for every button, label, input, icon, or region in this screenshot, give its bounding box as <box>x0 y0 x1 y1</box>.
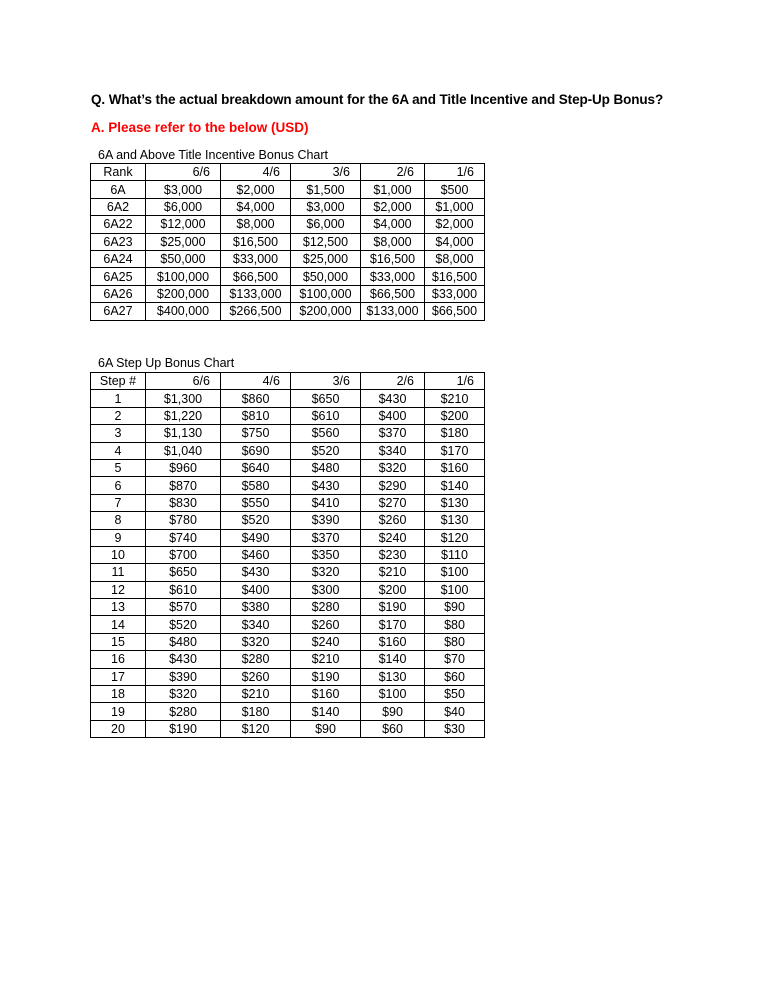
table-row <box>91 268 485 285</box>
row-label-cell: 6A27 <box>91 303 146 320</box>
value-cell: $380 <box>221 599 291 616</box>
header-row <box>91 164 485 181</box>
value-cell: $430 <box>291 477 361 494</box>
value-cell: $210 <box>221 686 291 703</box>
value-cell: $350 <box>291 546 361 563</box>
value-cell: $480 <box>146 633 221 650</box>
answer-text: A. Please refer to the below (USD) <box>91 120 309 135</box>
value-cell: $280 <box>146 703 221 720</box>
value-cell: $130 <box>425 494 485 511</box>
value-cell: $33,000 <box>221 250 291 267</box>
value-cell: $960 <box>146 459 221 476</box>
value-cell: $140 <box>425 477 485 494</box>
value-cell: $60 <box>361 720 425 737</box>
value-cell: $170 <box>361 616 425 633</box>
value-cell: $25,000 <box>291 250 361 267</box>
row-label-cell: 13 <box>91 599 146 616</box>
table-row <box>91 564 485 581</box>
row-label-cell: 11 <box>91 564 146 581</box>
value-cell: $140 <box>291 703 361 720</box>
table-row <box>91 216 485 233</box>
value-cell: $33,000 <box>425 285 485 302</box>
table-row <box>91 529 485 546</box>
table-row <box>91 390 485 407</box>
value-cell: $33,000 <box>361 268 425 285</box>
value-cell: $100,000 <box>291 285 361 302</box>
value-cell: $430 <box>361 390 425 407</box>
value-cell: $520 <box>221 512 291 529</box>
value-cell: $16,500 <box>221 233 291 250</box>
value-cell: $280 <box>291 599 361 616</box>
value-cell: $160 <box>425 459 485 476</box>
value-cell: $4,000 <box>425 233 485 250</box>
value-cell: $170 <box>425 442 485 459</box>
value-cell: $390 <box>146 668 221 685</box>
value-cell: $8,000 <box>221 216 291 233</box>
value-cell: $12,500 <box>291 233 361 250</box>
value-cell: $200,000 <box>291 303 361 320</box>
value-cell: $133,000 <box>221 285 291 302</box>
value-cell: $1,220 <box>146 407 221 424</box>
value-cell: $100 <box>425 564 485 581</box>
row-label-cell: 20 <box>91 720 146 737</box>
value-cell: $320 <box>361 459 425 476</box>
value-cell: $100 <box>425 581 485 598</box>
value-cell: $780 <box>146 512 221 529</box>
value-cell: $610 <box>291 407 361 424</box>
value-cell: $210 <box>361 564 425 581</box>
row-label-cell: 9 <box>91 529 146 546</box>
row-label-cell: 10 <box>91 546 146 563</box>
value-cell: $210 <box>291 651 361 668</box>
value-cell: $1,000 <box>425 198 485 215</box>
value-cell: $240 <box>291 633 361 650</box>
value-cell: $460 <box>221 546 291 563</box>
value-cell: $160 <box>291 686 361 703</box>
column-header: 3/6 <box>291 373 361 390</box>
value-cell: $2,000 <box>221 181 291 198</box>
row-label-cell: 8 <box>91 512 146 529</box>
step-up-caption: 6A Step Up Bonus Chart <box>98 356 235 370</box>
value-cell: $4,000 <box>361 216 425 233</box>
value-cell: $1,300 <box>146 390 221 407</box>
value-cell: $140 <box>361 651 425 668</box>
value-cell: $2,000 <box>361 198 425 215</box>
column-header: 4/6 <box>221 373 291 390</box>
value-cell: $12,000 <box>146 216 221 233</box>
table-row <box>91 512 485 529</box>
value-cell: $480 <box>291 459 361 476</box>
value-cell: $30 <box>425 720 485 737</box>
column-header: 1/6 <box>425 373 485 390</box>
column-header: 6/6 <box>146 373 221 390</box>
value-cell: $280 <box>221 651 291 668</box>
value-cell: $80 <box>425 633 485 650</box>
value-cell: $500 <box>425 181 485 198</box>
value-cell: $190 <box>291 668 361 685</box>
value-cell: $4,000 <box>221 198 291 215</box>
row-label-cell: 16 <box>91 651 146 668</box>
row-label-cell: 18 <box>91 686 146 703</box>
value-cell: $200 <box>425 407 485 424</box>
value-cell: $410 <box>291 494 361 511</box>
value-cell: $2,000 <box>425 216 485 233</box>
value-cell: $400 <box>361 407 425 424</box>
value-cell: $870 <box>146 477 221 494</box>
value-cell: $120 <box>425 529 485 546</box>
value-cell: $320 <box>221 633 291 650</box>
value-cell: $60 <box>425 668 485 685</box>
table-row <box>91 250 485 267</box>
value-cell: $180 <box>221 703 291 720</box>
value-cell: $240 <box>361 529 425 546</box>
value-cell: $133,000 <box>361 303 425 320</box>
value-cell: $266,500 <box>221 303 291 320</box>
table-row <box>91 546 485 563</box>
table-row <box>91 285 485 302</box>
value-cell: $130 <box>425 512 485 529</box>
table-row <box>91 303 485 320</box>
value-cell: $80 <box>425 616 485 633</box>
value-cell: $90 <box>425 599 485 616</box>
value-cell: $50 <box>425 686 485 703</box>
value-cell: $520 <box>291 442 361 459</box>
table-row <box>91 668 485 685</box>
table-row <box>91 651 485 668</box>
value-cell: $650 <box>291 390 361 407</box>
value-cell: $810 <box>221 407 291 424</box>
row-label-cell: 5 <box>91 459 146 476</box>
table-row <box>91 477 485 494</box>
value-cell: $1,130 <box>146 425 221 442</box>
column-header: 4/6 <box>221 164 291 181</box>
value-cell: $50,000 <box>146 250 221 267</box>
value-cell: $70 <box>425 651 485 668</box>
value-cell: $700 <box>146 546 221 563</box>
value-cell: $750 <box>221 425 291 442</box>
column-header: 6/6 <box>146 164 221 181</box>
value-cell: $860 <box>221 390 291 407</box>
value-cell: $610 <box>146 581 221 598</box>
row-label-cell: 6A22 <box>91 216 146 233</box>
row-label-cell: 14 <box>91 616 146 633</box>
value-cell: $25,000 <box>146 233 221 250</box>
value-cell: $560 <box>291 425 361 442</box>
value-cell: $490 <box>221 529 291 546</box>
value-cell: $690 <box>221 442 291 459</box>
table-row <box>91 442 485 459</box>
value-cell: $3,000 <box>146 181 221 198</box>
row-label-cell: 1 <box>91 390 146 407</box>
value-cell: $120 <box>221 720 291 737</box>
row-label-cell: 7 <box>91 494 146 511</box>
value-cell: $340 <box>221 616 291 633</box>
title-incentive-caption: 6A and Above Title Incentive Bonus Chart <box>98 148 329 162</box>
value-cell: $40 <box>425 703 485 720</box>
value-cell: $300 <box>291 581 361 598</box>
value-cell: $8,000 <box>361 233 425 250</box>
value-cell: $400 <box>221 581 291 598</box>
value-cell: $66,500 <box>221 268 291 285</box>
header-row <box>91 373 485 390</box>
title-incentive-table <box>90 163 485 321</box>
table-row <box>91 720 485 737</box>
value-cell: $320 <box>291 564 361 581</box>
column-header: 2/6 <box>361 373 425 390</box>
value-cell: $230 <box>361 546 425 563</box>
value-cell: $190 <box>146 720 221 737</box>
column-header: 1/6 <box>425 164 485 181</box>
row-label-cell: 15 <box>91 633 146 650</box>
row-label-cell: 3 <box>91 425 146 442</box>
value-cell: $340 <box>361 442 425 459</box>
value-cell: $520 <box>146 616 221 633</box>
value-cell: $1,000 <box>361 181 425 198</box>
row-label-cell: 4 <box>91 442 146 459</box>
table-row <box>91 459 485 476</box>
value-cell: $260 <box>291 616 361 633</box>
table-row <box>91 425 485 442</box>
row-label-cell: 19 <box>91 703 146 720</box>
table-row <box>91 198 485 215</box>
value-cell: $400,000 <box>146 303 221 320</box>
question-text: Q. What’s the actual breakdown amount for the 6A and Title Incentive and Step-Up Bonus? <box>91 92 664 107</box>
row-label-cell: 6A25 <box>91 268 146 285</box>
value-cell: $430 <box>221 564 291 581</box>
value-cell: $370 <box>361 425 425 442</box>
value-cell: $390 <box>291 512 361 529</box>
value-cell: $6,000 <box>291 216 361 233</box>
value-cell: $1,040 <box>146 442 221 459</box>
row-label-cell: 6A <box>91 181 146 198</box>
column-header: 2/6 <box>361 164 425 181</box>
row-label-cell: 6A2 <box>91 198 146 215</box>
value-cell: $640 <box>221 459 291 476</box>
value-cell: $180 <box>425 425 485 442</box>
value-cell: $270 <box>361 494 425 511</box>
table-row <box>91 233 485 250</box>
value-cell: $1,500 <box>291 181 361 198</box>
table-row <box>91 703 485 720</box>
table-row <box>91 633 485 650</box>
value-cell: $16,500 <box>425 268 485 285</box>
step-up-table <box>90 372 485 738</box>
value-cell: $100 <box>361 686 425 703</box>
value-cell: $66,500 <box>425 303 485 320</box>
table-row <box>91 407 485 424</box>
table-row <box>91 181 485 198</box>
value-cell: $210 <box>425 390 485 407</box>
value-cell: $200,000 <box>146 285 221 302</box>
row-label-cell: 6 <box>91 477 146 494</box>
table-row <box>91 616 485 633</box>
value-cell: $200 <box>361 581 425 598</box>
value-cell: $260 <box>361 512 425 529</box>
value-cell: $90 <box>361 703 425 720</box>
row-label-cell: 17 <box>91 668 146 685</box>
row-label-cell: 6A23 <box>91 233 146 250</box>
value-cell: $90 <box>291 720 361 737</box>
row-label-cell: 6A24 <box>91 250 146 267</box>
row-label-cell: 2 <box>91 407 146 424</box>
value-cell: $320 <box>146 686 221 703</box>
value-cell: $16,500 <box>361 250 425 267</box>
value-cell: $550 <box>221 494 291 511</box>
value-cell: $100,000 <box>146 268 221 285</box>
value-cell: $430 <box>146 651 221 668</box>
value-cell: $3,000 <box>291 198 361 215</box>
value-cell: $830 <box>146 494 221 511</box>
table-row <box>91 599 485 616</box>
value-cell: $370 <box>291 529 361 546</box>
value-cell: $160 <box>361 633 425 650</box>
value-cell: $110 <box>425 546 485 563</box>
value-cell: $290 <box>361 477 425 494</box>
value-cell: $50,000 <box>291 268 361 285</box>
value-cell: $580 <box>221 477 291 494</box>
table-row <box>91 686 485 703</box>
table-row <box>91 581 485 598</box>
column-header: Step # <box>91 373 146 390</box>
table-row <box>91 494 485 511</box>
row-label-cell: 6A26 <box>91 285 146 302</box>
value-cell: $66,500 <box>361 285 425 302</box>
value-cell: $190 <box>361 599 425 616</box>
value-cell: $6,000 <box>146 198 221 215</box>
value-cell: $130 <box>361 668 425 685</box>
row-label-cell: 12 <box>91 581 146 598</box>
column-header: Rank <box>91 164 146 181</box>
value-cell: $570 <box>146 599 221 616</box>
value-cell: $260 <box>221 668 291 685</box>
value-cell: $650 <box>146 564 221 581</box>
value-cell: $740 <box>146 529 221 546</box>
value-cell: $8,000 <box>425 250 485 267</box>
column-header: 3/6 <box>291 164 361 181</box>
